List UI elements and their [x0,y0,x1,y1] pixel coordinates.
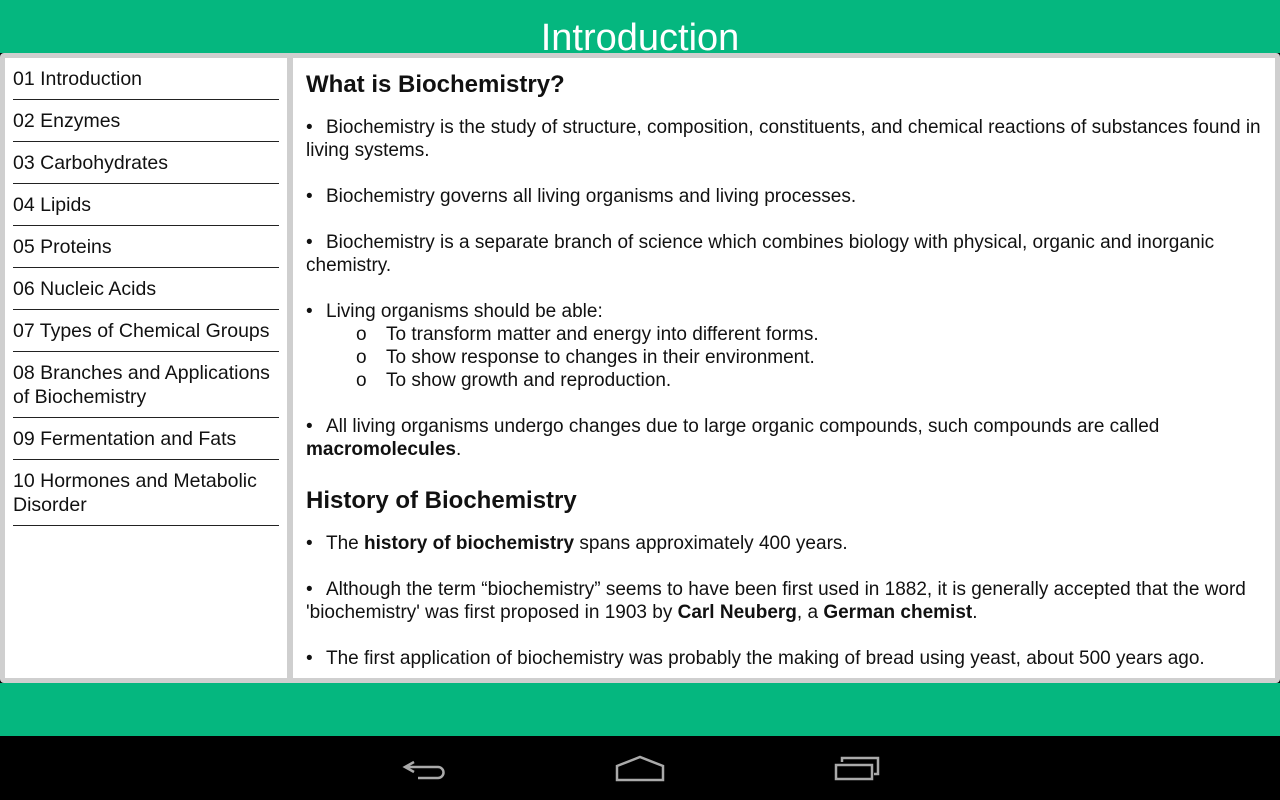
sub-bullet: o [356,324,367,345]
paragraph [306,578,1262,624]
paragraph [306,185,1262,208]
paragraph-text: , a [796,602,824,623]
sub-bullet: o [356,370,367,391]
sub-bullet: o [356,347,367,368]
bold-term: German chemist [823,602,973,623]
paragraph [306,300,1262,392]
page-title: Introduction [540,17,740,53]
heading-what-is-biochemistry: What is Biochemistry? [306,71,565,98]
bullet: • [306,301,313,322]
sidebar-item-enzymes[interactable]: 02 Enzymes [13,100,279,142]
bold-term: Carl Neuberg [677,602,797,623]
paragraph-text: Although the term “biochemistry” seems to have been first used in 1882, it is generally accepted that the word 'biochemistry' was first proposed in 1903 by [306,579,1246,623]
paragraph [306,647,1262,670]
paragraph [306,415,1262,461]
bullet: • [306,648,313,669]
system-nav-bar [0,736,1280,800]
paragraph-text: spans approximately 400 years. [574,533,848,554]
sidebar-item-carbohydrates[interactable]: 03 Carbohydrates [13,142,279,184]
main-frame [0,53,1280,683]
sub-item-text: To show growth and reproduction. [386,370,672,391]
bullet: • [306,232,313,253]
sidebar-item-proteins[interactable]: 05 Proteins [13,226,279,268]
paragraph [306,231,1262,277]
paragraph [306,116,1262,162]
paragraph-text: . [972,602,978,623]
bullet: • [306,117,313,138]
recent-apps-icon[interactable] [830,754,884,784]
paragraph-text: The first application of biochemistry was probably the making of bread using yeast, about 500 years ago. [326,648,1205,669]
sub-item-text: To show response to changes in their environment. [386,347,815,368]
bold-term: history of biochemistry [364,533,575,554]
paragraph-text: Living organisms should be able: [326,301,603,322]
paragraph-text: Biochemistry governs all living organisms and living processes. [326,186,857,207]
back-icon[interactable] [398,754,450,784]
sub-item-text: To transform matter and energy into different forms. [386,324,819,345]
home-icon[interactable] [614,754,666,784]
sub-item [306,323,1262,346]
sidebar-item-branches[interactable]: 08 Branches and Applications of Biochemistry [13,352,279,418]
bold-term: macromolecules [306,439,456,460]
chapter-list[interactable] [5,58,287,678]
heading-history: History of Biochemistry [306,487,577,514]
paragraph [306,532,1262,555]
sidebar-item-nucleic-acids[interactable]: 06 Nucleic Acids [13,268,279,310]
sub-item [306,369,1262,392]
bullet: • [306,186,313,207]
paragraph-text: All living organisms undergo changes due to large organic compounds, such compounds are called [326,416,1160,437]
sidebar-item-chemical-groups[interactable]: 07 Types of Chemical Groups [13,310,279,352]
sidebar-item-introduction[interactable]: 01 Introduction [13,58,279,100]
paragraph-text: Biochemistry is a separate branch of science which combines biology with physical, organic and inorganic chemistry. [306,232,1215,276]
sidebar-item-lipids[interactable]: 04 Lipids [13,184,279,226]
paragraph-text: . [455,439,462,460]
bullet: • [306,533,313,554]
content-pane[interactable] [293,58,1275,678]
title-bar [0,0,1280,53]
bullet: • [306,579,313,600]
paragraph-text: Biochemistry is the study of structure, composition, constituents, and chemical reactions of substances found in living systems. [306,117,1261,161]
paragraph-text: The [326,533,365,554]
sidebar-item-hormones[interactable]: 10 Hormones and Metabolic Disorder [13,460,279,526]
sub-item [306,346,1262,369]
sidebar-item-fermentation[interactable]: 09 Fermentation and Fats [13,418,279,460]
bottom-bar [0,683,1280,736]
bullet: • [306,416,313,437]
